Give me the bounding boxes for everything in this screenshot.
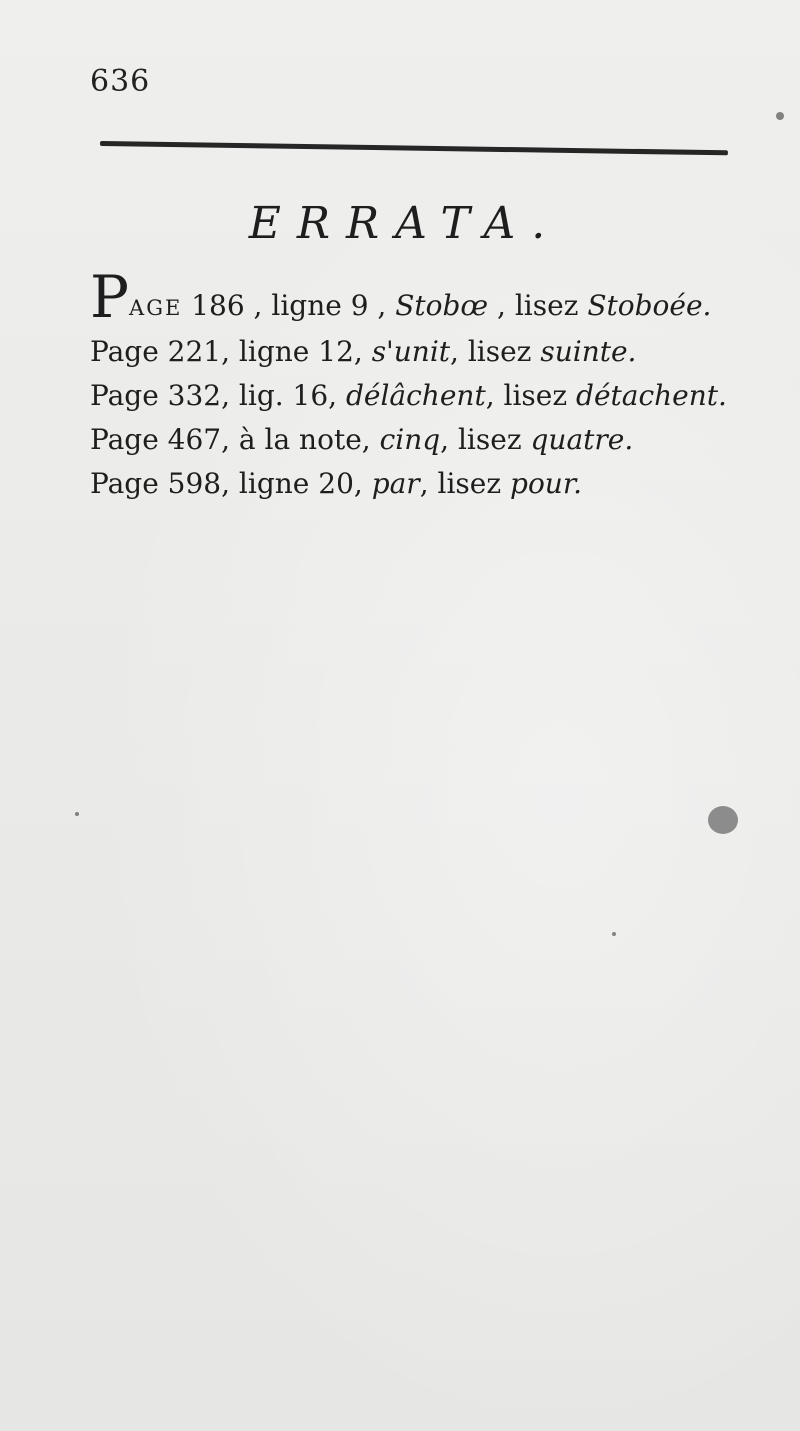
entry-wrong-word: par [371,467,420,500]
entry-correct-word: quatre. [530,423,634,456]
entry-wrong-word: s'unit [371,335,451,368]
entry-location: Page 467, à la note, [90,423,380,456]
entry-correct-word: pour. [510,467,583,500]
paper-speck [612,932,616,936]
errata-entry [90,418,750,462]
drop-cap: P [90,263,130,331]
header-rule [100,141,728,155]
entry-wrong-word: Stobœ [395,289,489,322]
entry-wrong-word: cinq [379,423,441,456]
entry-lisez: , lisez [440,423,531,456]
errata-entry [90,462,750,506]
entry-lisez: , lisez [450,335,541,368]
entry-lisez: , lisez [488,289,588,322]
errata-entry [90,330,750,374]
entry-correct-word: Stoboée. [587,289,712,322]
entry-location: Page 332, lig. 16, [90,379,346,412]
entry-location: 186 , ligne 9 , [182,289,396,322]
paper-speck [708,806,738,834]
entry-location: Page 221, ligne 12, [90,335,372,368]
errata-list [90,263,750,506]
entry-location: Page 598, ligne 20, [90,467,372,500]
entry-lisez: , lisez [485,379,577,412]
entry-correct-word: suinte. [540,335,637,368]
errata-entry [90,374,750,418]
entry-correct-word: détachent. [576,379,727,412]
errata-entry [90,263,750,331]
paper-speck [75,812,79,816]
entry-lisez: , lisez [419,467,511,500]
errata-title: ERRATA. [248,198,562,249]
page-word-smallcaps: AGE [129,296,183,320]
entry-wrong-word: délâchent [345,379,486,412]
paper-speck [776,112,784,120]
page-number: 636 [90,64,151,99]
